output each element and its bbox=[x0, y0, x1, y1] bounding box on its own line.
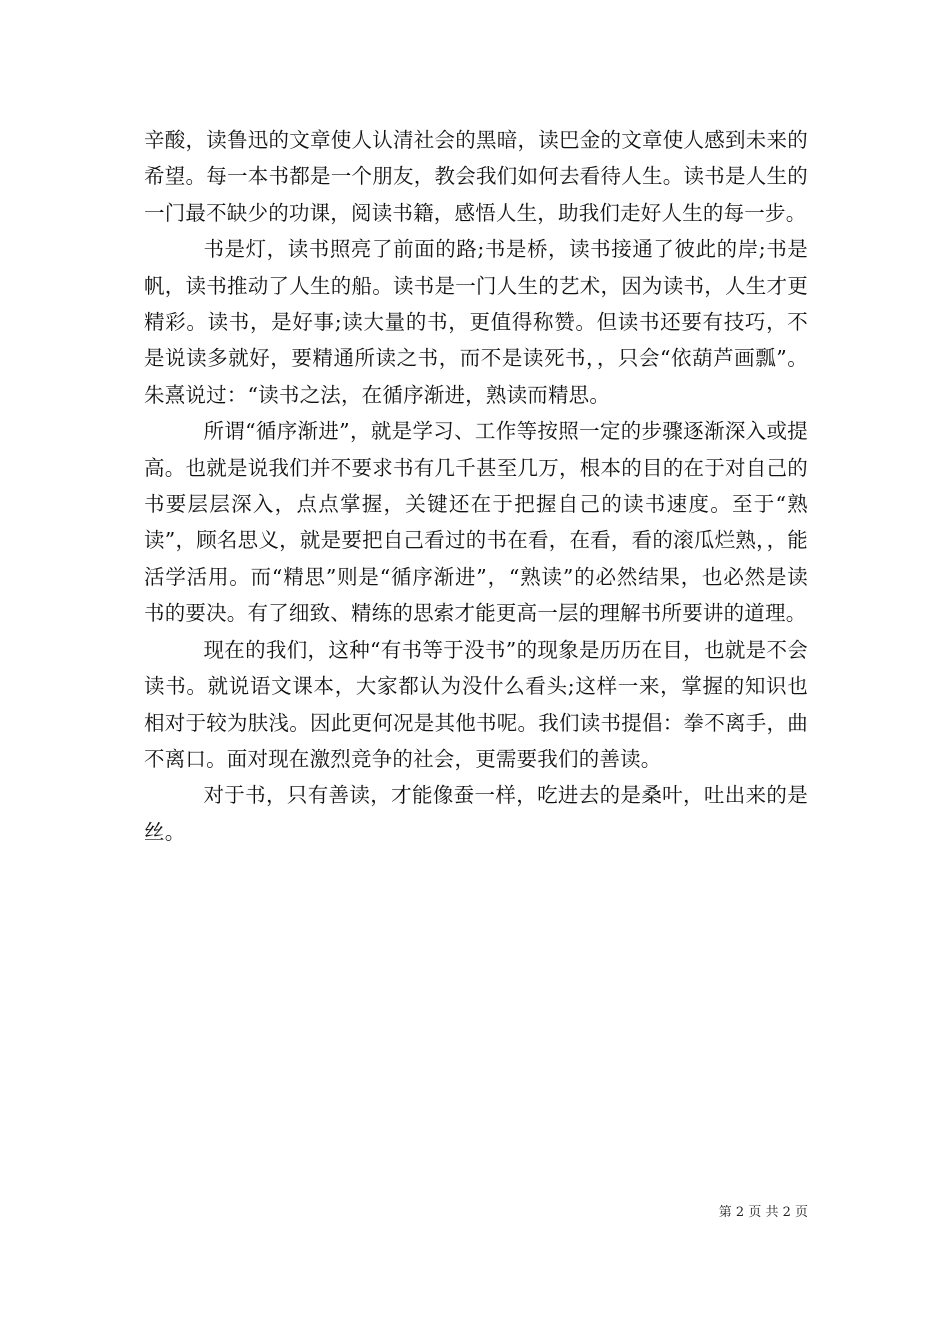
paragraph-conclusion: 对于书，只有善读，才能像蚕一样，吃进去的是桑叶，吐出来的是丝。 bbox=[144, 783, 808, 844]
body-text bbox=[144, 122, 808, 850]
paragraph-book-metaphor: 书是灯，读书照亮了前面的路;书是桥，读书接通了彼此的岸;书是帆，读书推动了人生的船。读书是一门人生的艺术，因为读书，人生才更精彩。读书，是好事;读大量的书，更值得称赞。但读书还要有技巧，不是说读多就好，要精通所读之书，而不是读死书，，只会“依葫芦画瓢”。朱熹说过：“读书之法，在循序渐进，熟读而精思。 bbox=[144, 237, 808, 407]
paragraph-continuation: 辛酸，读鲁迅的文章使人认清社会的黑暗，读巴金的文章使人感到未来的希望。每一本书都是一个朋友，教会我们如何去看待人生。读书是人生的一门最不缺少的功课，阅读书籍，感悟人生，助我们走好人生的每一步。 bbox=[144, 128, 808, 225]
paragraph-step-by-step: 所谓“循序渐进”，就是学习、工作等按照一定的步骤逐渐深入或提高。也就是说我们并不要求书有几千甚至几万，根本的目的在于对自己的书要层层深入，点点掌握，关键还在于把握自己的读书速度。至于“熟读”，顾名思义，就是要把自己看过的书在看，在看，看的滚瓜烂熟，，能活学活用。而“精思”则是“循序渐进”，“熟读”的必然结果，也必然是读书的要决。有了细致、精练的思索才能更高一层的理解书所要讲的道理。 bbox=[144, 419, 808, 626]
paragraph-current-situation: 现在的我们，这种“有书等于没书”的现象是历历在目，也就是不会读书。就说语文课本，大家都认为没什么看头;这样一来，掌握的知识也相对于较为肤浅。因此更何况是其他书呢。我们读书提倡：拳不离手，曲不离口。面对现在激烈竞争的社会，更需要我们的善读。 bbox=[144, 637, 808, 771]
page-number-footer: 第 2 页 共 2 页 bbox=[718, 1205, 808, 1220]
